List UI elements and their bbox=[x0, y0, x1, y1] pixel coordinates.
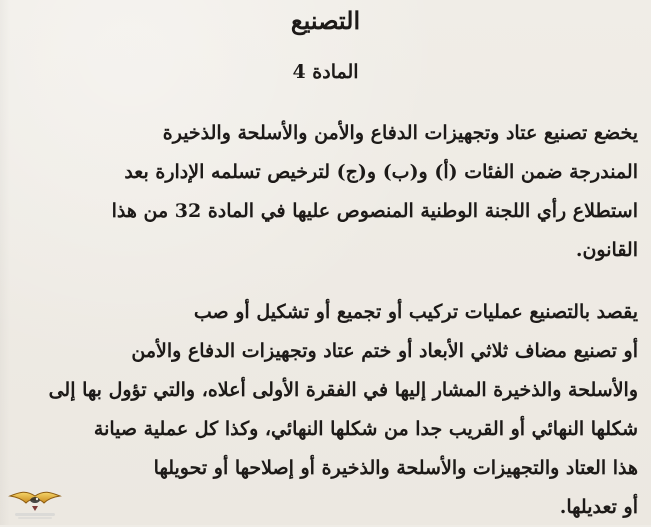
paragraph-line: أو تصنيع مضاف ثلاثي الأبعاد أو ختم عتاد وتجهيزات الدفاع والأمن bbox=[131, 340, 638, 362]
paragraph-line: شكلها النهائي أو القريب جدا من شكلها النهائي، وكذا كل عملية صيانة bbox=[93, 418, 638, 440]
paragraph-line: أو تعديلها. bbox=[559, 496, 638, 518]
eagle-logo-icon bbox=[6, 484, 64, 520]
paragraph-line: استطلاع رأي اللجنة الوطنية المنصوص عليها في المادة 32 من هذا bbox=[111, 200, 638, 222]
watermark-logo bbox=[6, 484, 64, 520]
paragraph-line: القانون. bbox=[575, 239, 638, 261]
paragraph-line: يقصد بالتصنيع عمليات تركيب أو تجميع أو تشكيل أو صب bbox=[193, 301, 638, 323]
paragraph-2 bbox=[12, 293, 638, 527]
paragraph-1 bbox=[12, 114, 638, 270]
article-number: المادة 4 bbox=[292, 61, 359, 83]
section-title: التصنيع bbox=[290, 6, 361, 35]
paragraph-line: المندرجة ضمن الفئات (أ) و(ب) و(ج) لترخيص تسلمه الإدارة بعد bbox=[124, 161, 638, 183]
paragraph-line: هذا العتاد والتجهيزات والأسلحة والذخيرة أو إصلاحها أو تحويلها bbox=[153, 457, 638, 479]
paragraph-line: يخضع تصنيع عتاد وتجهيزات الدفاع والأمن والأسلحة والذخيرة bbox=[162, 122, 638, 144]
paragraph-line: والأسلحة والذخيرة المشار إليها في الفقرة الأولى أعلاه، والتي تؤول بها إلى bbox=[48, 379, 638, 401]
